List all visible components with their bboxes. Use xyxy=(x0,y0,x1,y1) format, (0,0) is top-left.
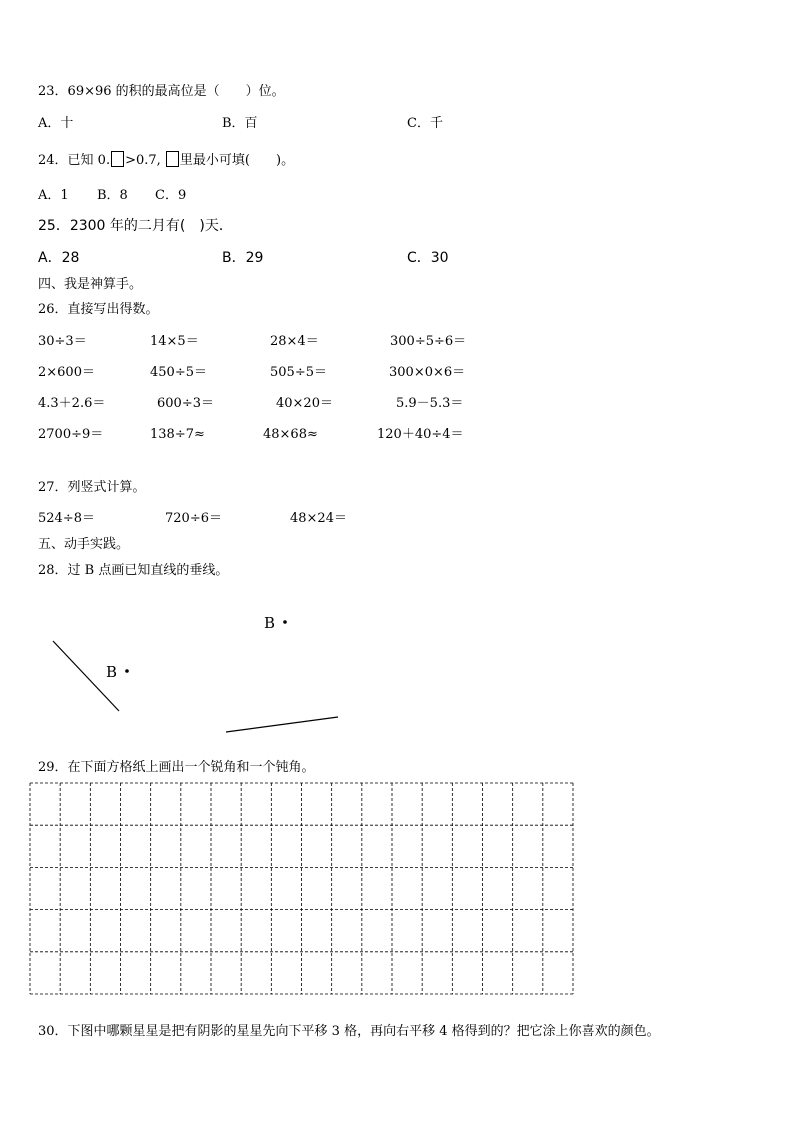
q25-option-a: A．28 xyxy=(38,250,80,266)
point-b-label-1: B xyxy=(106,663,118,681)
q25-option-c: C．30 xyxy=(407,250,449,266)
calc-item: 138÷7≈ xyxy=(150,427,205,442)
q24-prefix: 24．已知 0. xyxy=(38,153,111,168)
calc-item: 300×0×6＝ xyxy=(389,365,466,380)
calc-item: 30÷3＝ xyxy=(38,334,87,349)
point-b-dot-2 xyxy=(283,620,287,624)
section-4-heading: 四、我是神算手。 xyxy=(38,277,143,292)
calc-item: 2700÷9＝ xyxy=(38,427,104,442)
question-30-stem: 30．下图中哪颗星星是把有阴影的星星先向下平移 3 格，再向右平移 4 格得到的？把它涂上你喜欢的颜色。 xyxy=(38,1024,660,1039)
section-5-heading: 五、动手实践。 xyxy=(38,537,130,552)
calc-item: 48×24＝ xyxy=(290,511,347,526)
question-23-stem: 23．69×96 的积的最高位是（ ）位。 xyxy=(38,84,285,99)
calc-item: 505÷5＝ xyxy=(270,365,327,380)
calc-item: 720÷6＝ xyxy=(165,511,222,526)
square-grid[interactable] xyxy=(30,783,573,994)
calc-item: 5.9－5.3＝ xyxy=(396,396,464,411)
calc-item: 48×68≈ xyxy=(263,427,318,442)
calc-item: 4.3＋2.6＝ xyxy=(38,396,106,411)
question-27-stem: 27．列竖式计算。 xyxy=(38,480,146,495)
q23-option-c: C．千 xyxy=(407,116,443,131)
q24-option-c: C．9 xyxy=(155,188,187,203)
question-28-stem: 28．过 B 点画已知直线的垂线。 xyxy=(38,563,229,578)
question-25-stem: 25．2300 年的二月有( )天． xyxy=(38,218,233,234)
q24-suffix: 里最小可填( )。 xyxy=(179,153,295,168)
calc-item: 28×4＝ xyxy=(270,334,319,349)
calc-item: 600÷3＝ xyxy=(157,396,214,411)
q23-option-b: B．百 xyxy=(222,116,258,131)
q25-option-b: B．29 xyxy=(222,250,264,266)
q23-option-a: A．十 xyxy=(38,116,74,131)
calc-item: 40×20＝ xyxy=(276,396,333,411)
point-b-dot-1 xyxy=(125,669,129,673)
q24-middle: >0.7, xyxy=(125,153,161,168)
calc-item: 450÷5＝ xyxy=(150,365,207,380)
calc-item: 14×5＝ xyxy=(150,334,199,349)
calc-item: 300÷5÷6＝ xyxy=(390,334,467,349)
q24-option-a: A．1 xyxy=(38,188,69,203)
question-26-stem: 26．直接写出得数。 xyxy=(38,302,159,317)
q24-option-b: B．8 xyxy=(97,188,128,203)
given-line-2 xyxy=(226,717,338,732)
calc-item: 524÷8＝ xyxy=(38,511,95,526)
question-29-stem: 29．在下面方格纸上画出一个锐角和一个钝角。 xyxy=(38,760,315,775)
point-b-label-2: B xyxy=(264,614,276,632)
calc-item: 2×600＝ xyxy=(38,365,95,380)
calc-item: 120＋40÷4＝ xyxy=(377,427,464,442)
